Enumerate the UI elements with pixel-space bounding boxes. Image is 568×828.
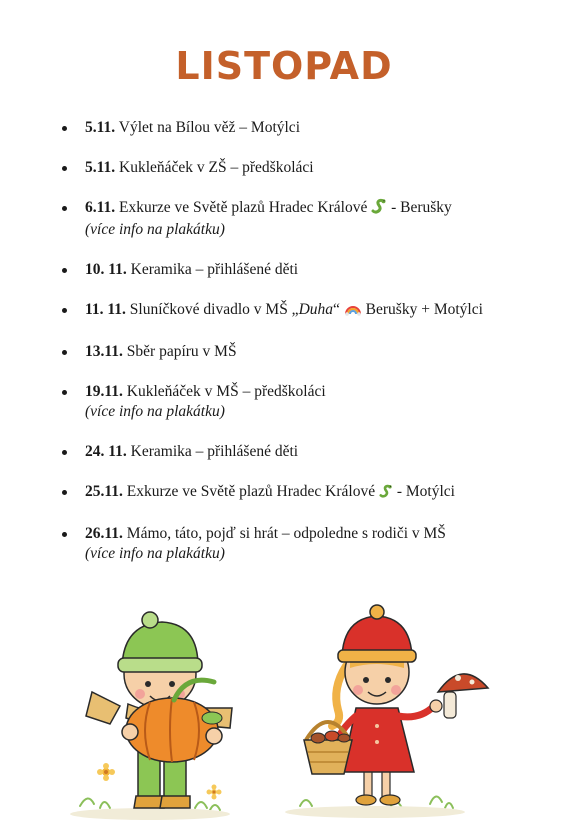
event-list: [62, 118, 552, 584]
event-text: Exkurze ve Světě plazů Hradec Králové: [126, 483, 376, 500]
event-text: Exkurze ve Světě plazů Hradec Králové: [119, 199, 368, 216]
list-item: [62, 482, 552, 504]
event-note: (více info na plakátku): [85, 221, 225, 238]
list-item: [62, 442, 552, 462]
bullet: [62, 532, 67, 537]
event-date: 6.11.: [85, 199, 116, 216]
bullet: [62, 206, 67, 211]
event-date: 13.11.: [85, 343, 123, 360]
bullet: [62, 390, 67, 395]
event-text-quote: “: [333, 301, 340, 318]
page-title: LISTOPAD: [175, 44, 393, 88]
snake-icon: [379, 484, 393, 504]
event-date: 25.11.: [85, 483, 123, 500]
list-item: [62, 260, 552, 280]
event-text: Mámo, táto, pojď si hrát – odpoledne s rodiči v MŠ: [126, 525, 446, 542]
event-date: 11. 11.: [85, 301, 126, 318]
flower-icon: [97, 763, 115, 781]
bullet: [62, 166, 67, 171]
bullet: [62, 350, 67, 355]
event-date: 10. 11.: [85, 261, 127, 278]
bullet: [62, 450, 67, 455]
event-date: 19.11.: [85, 383, 123, 400]
autumn-kids-illustration: [0, 596, 568, 828]
event-text: Kukleňáček v MŠ – předškoláci: [126, 383, 326, 400]
rainbow-icon: [344, 300, 362, 322]
event-text: Keramika – přihlášené děti: [130, 261, 299, 278]
flower-icon: [207, 785, 222, 800]
list-item: [62, 342, 552, 362]
list-item: [62, 382, 552, 422]
event-text-suffix: Berušky + Motýlci: [365, 301, 483, 318]
list-item: [62, 118, 552, 138]
event-text: Sluníčkové divadlo v MŠ „: [129, 301, 299, 318]
event-text-suffix: - Motýlci: [396, 483, 455, 500]
event-date: 26.11.: [85, 525, 123, 542]
event-date: 5.11.: [85, 119, 116, 136]
event-text: Keramika – přihlášené děti: [130, 443, 299, 460]
event-text: Výlet na Bílou věž – Motýlci: [118, 119, 300, 136]
event-note: (více info na plakátku): [85, 545, 225, 562]
bullet: [62, 268, 67, 273]
event-text: Sběr papíru v MŠ: [126, 343, 237, 360]
event-text: Kukleňáček v ZŠ – předškoláci: [119, 159, 314, 176]
event-date: 24. 11.: [85, 443, 127, 460]
list-item: [62, 524, 552, 564]
list-item: [62, 300, 552, 322]
list-item: [62, 158, 552, 178]
event-text-suffix: - Berušky: [391, 199, 452, 216]
bullet: [62, 126, 67, 131]
snake-icon: [371, 198, 387, 220]
event-note: (více info na plakátku): [85, 403, 225, 420]
event-text-emphasis: Duha: [298, 301, 334, 318]
bullet: [62, 308, 67, 313]
girl-with-mushroom-basket: [304, 605, 488, 805]
list-item: [62, 198, 552, 240]
event-date: 5.11.: [85, 159, 116, 176]
bullet: [62, 490, 67, 495]
